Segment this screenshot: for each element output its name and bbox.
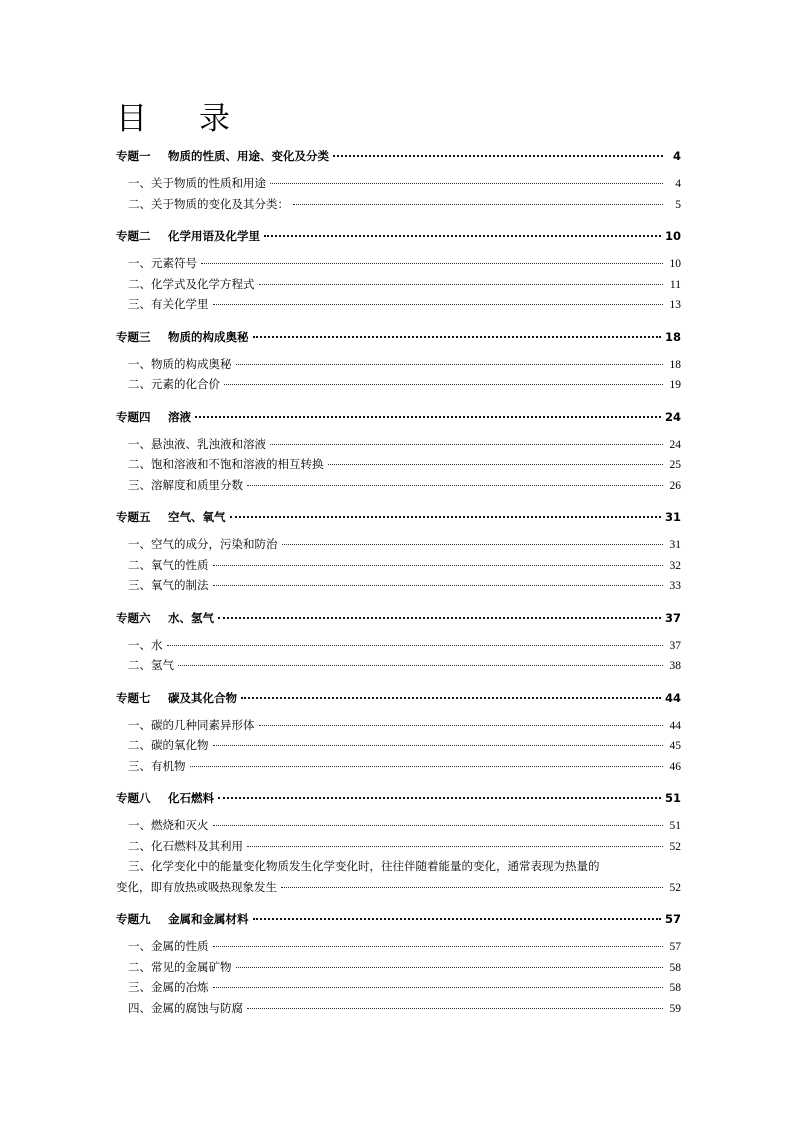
toc-page-number: 32 [669,559,681,572]
dot-leader [190,766,664,767]
toc-page-number: 44 [664,690,681,705]
toc-item-label: 二、关于物质的变化及其分类： [128,196,289,211]
toc-item[interactable] [116,173,681,194]
dot-leader [264,235,661,237]
toc-item[interactable] [116,374,681,395]
toc-page-number: 46 [669,760,681,773]
toc-topic-number: 专题五 [116,510,151,524]
toc-item-label: 三、有关化学里 [128,297,209,311]
dot-leader [218,797,661,799]
toc-page-number: 37 [669,639,681,652]
dot-leader [213,946,664,947]
toc-topic-name: 水、氢气 [168,610,214,625]
toc-item[interactable] [116,253,681,274]
toc-item-label: 三、氧气的制法 [128,578,209,592]
toc-topic [116,908,681,1018]
dot-leader [259,284,664,285]
dot-leader [241,697,661,699]
toc-item-label: 二、元素的化合价 [128,377,220,391]
toc-topic [116,506,681,596]
toc-page-number: 51 [669,820,681,832]
toc-topic-label [116,326,249,348]
dot-leader [328,464,664,465]
toc-item[interactable] [116,836,681,857]
toc-page-number: 52 [669,840,681,853]
toc-topic-number: 专题八 [116,791,151,805]
toc-topic-entry[interactable] [116,506,681,528]
toc-page-number: 4 [675,178,681,190]
toc-topic-name: 物质的构成奥秘 [168,329,249,344]
toc-page-number: 38 [669,660,681,672]
toc-topic-entry[interactable] [116,326,681,348]
toc-topic [116,687,681,777]
page-title [116,100,230,138]
toc-item-label: 二、化石燃料及其利用 [128,838,243,853]
toc-item[interactable] [116,977,681,998]
dot-leader [201,263,663,264]
toc-topic-label [116,145,329,167]
toc-topic-number: 专题七 [116,690,151,705]
toc-topic [116,225,681,315]
toc-item-label: 三、溶解度和质里分数 [128,477,243,492]
toc-item[interactable] [116,655,681,676]
toc-item-label: 一、关于物质的性质和用途 [128,176,266,190]
dot-leader [247,1008,663,1009]
toc-topic [116,787,681,897]
toc-topic-name: 溶液 [168,409,191,424]
toc-item[interactable] [116,555,681,576]
toc-topic-label [116,687,237,709]
toc-topic-entry[interactable] [116,787,681,809]
toc-item[interactable] [116,856,681,877]
title-char-1: 目 [116,101,147,137]
toc-item-label: 三、有机物 [128,758,186,773]
toc-topic-entry[interactable] [116,406,681,428]
toc-page-number: 37 [664,610,681,625]
toc-item-label: 一、碳的几种同素异形体 [128,717,255,732]
dot-leader [218,617,661,619]
toc-item[interactable] [116,434,681,455]
toc-page-number: 18 [664,329,681,344]
toc-item-label: 二、氢气 [128,658,174,672]
table-of-contents [116,145,681,1018]
toc-page-number: 18 [669,358,681,371]
toc-item[interactable] [116,575,681,596]
dot-leader [270,183,663,184]
toc-topic-name: 化学用语及化学里 [168,229,260,243]
dot-leader [213,565,664,566]
toc-page-number: 45 [669,740,681,752]
toc-topic-number: 专题六 [116,610,151,625]
toc-item-label: 一、金属的性质 [128,939,209,953]
toc-page-number: 57 [664,912,681,926]
dot-leader [270,444,663,445]
toc-item-label: 一、物质的构成奥秘 [128,356,232,371]
toc-item-label: 二、氧气的性质 [128,557,209,572]
toc-item-label-line1: 三、化学变化中的能量变化物质发生化学变化时，往往伴随着能量的变化，通常表现为热量的 [128,859,600,873]
dot-leader [236,967,664,968]
toc-page-number: 51 [664,791,681,805]
toc-topic-entry[interactable] [116,687,681,709]
dot-leader [195,416,661,418]
toc-page-number: 5 [675,198,681,211]
toc-item[interactable] [116,194,681,215]
toc-item-label: 三、金属的冶炼 [128,980,209,994]
dot-leader [213,304,664,305]
toc-item[interactable] [116,936,681,957]
toc-item[interactable] [116,815,681,836]
toc-topic-number: 专题三 [116,329,151,344]
toc-item[interactable] [116,735,681,756]
toc-item[interactable] [116,294,681,315]
toc-page-number: 24 [664,409,681,424]
toc-topic-label [116,506,226,528]
toc-page-number: 31 [669,539,681,551]
dot-leader [259,725,664,726]
toc-item-label: 四、金属的腐蚀与防腐 [128,1000,243,1015]
toc-topic-name: 物质的性质、用途、变化及分类 [168,149,329,163]
toc-topic-name: 空气、氧气 [168,510,226,524]
toc-item-label-line2: 变化，即有放热或吸热现象发生 [116,879,277,894]
toc-page-number: 13 [669,299,681,311]
toc-item[interactable] [116,715,681,736]
toc-page-number: 11 [669,278,681,291]
dot-leader [247,485,663,486]
dot-leader [178,665,663,666]
toc-page-number: 10 [664,229,681,243]
dot-leader [213,987,664,988]
dot-leader [247,846,663,847]
toc-item[interactable] [116,635,681,656]
toc-page-number: 58 [669,982,681,994]
toc-item[interactable] [116,454,681,475]
dot-leader [333,155,663,157]
dot-leader [213,585,664,586]
toc-item[interactable] [116,998,681,1019]
toc-item[interactable] [116,957,681,978]
toc-page-number: 59 [669,1002,681,1015]
dot-leader [167,645,664,646]
toc-topic-number: 专题四 [116,409,151,424]
title-char-2: 录 [199,101,230,137]
dot-leader [282,544,664,545]
toc-page-number: 31 [664,510,681,524]
toc-page-number: 26 [669,479,681,492]
toc-item-label: 二、碳的氧化物 [128,738,209,752]
toc-item-label: 一、空气的成分，污染和防治 [128,537,278,551]
toc-page-number: 24 [669,438,681,451]
dot-leader [213,825,664,826]
toc-item-label: 二、化学式及化学方程式 [128,276,255,291]
toc-topic-label [116,787,214,809]
toc-page-number: 4 [672,149,681,163]
toc-topic [116,326,681,395]
toc-page-number: 58 [669,961,681,974]
toc-page-number: 44 [669,719,681,732]
toc-topic-entry[interactable] [116,145,681,167]
toc-topic-label [116,225,260,247]
toc-topic-label [116,607,214,629]
toc-topic-entry[interactable] [116,908,681,930]
toc-item[interactable] [116,274,681,295]
toc-page-number: 10 [669,258,681,270]
dot-leader [236,364,664,365]
toc-topic [116,406,681,496]
dot-leader [224,384,663,385]
toc-page-number: 25 [669,459,681,471]
toc-topic-name: 金属和金属材料 [168,912,249,926]
toc-topic-label [116,908,249,930]
toc-item-label: 一、水 [128,637,163,652]
dot-leader [281,887,663,888]
toc-topic [116,607,681,676]
dot-leader [253,918,661,920]
toc-item[interactable] [116,756,681,777]
dot-leader [230,516,661,518]
toc-topic-entry[interactable] [116,225,681,247]
toc-topic-number: 专题二 [116,229,151,243]
toc-page-number: 52 [669,881,681,894]
toc-topic-label [116,406,191,428]
dot-leader [213,745,664,746]
toc-topic-number: 专题九 [116,912,151,926]
toc-page-number: 57 [669,941,681,953]
toc-item-label: 二、常见的金属矿物 [128,959,232,974]
toc-page-number: 19 [669,379,681,391]
toc-topic-entry[interactable] [116,607,681,629]
toc-topic-name: 碳及其化合物 [168,690,237,705]
toc-topic-name: 化石燃料 [168,791,214,805]
toc-item[interactable] [116,475,681,496]
toc-item-continuation[interactable] [116,877,681,898]
toc-topic [116,145,681,214]
dot-leader [293,204,663,205]
toc-page-number: 33 [669,580,681,592]
dot-leader [253,336,661,338]
toc-topic-number: 专题一 [116,149,151,163]
toc-item[interactable] [116,534,681,555]
toc-item-label: 一、悬浊液、乳浊液和溶液 [128,436,266,451]
toc-item[interactable] [116,354,681,375]
toc-item-label: 一、燃烧和灭火 [128,818,209,832]
toc-item-label: 一、元素符号 [128,256,197,270]
toc-item-label: 二、饱和溶液和不饱和溶液的相互转换 [128,457,324,471]
